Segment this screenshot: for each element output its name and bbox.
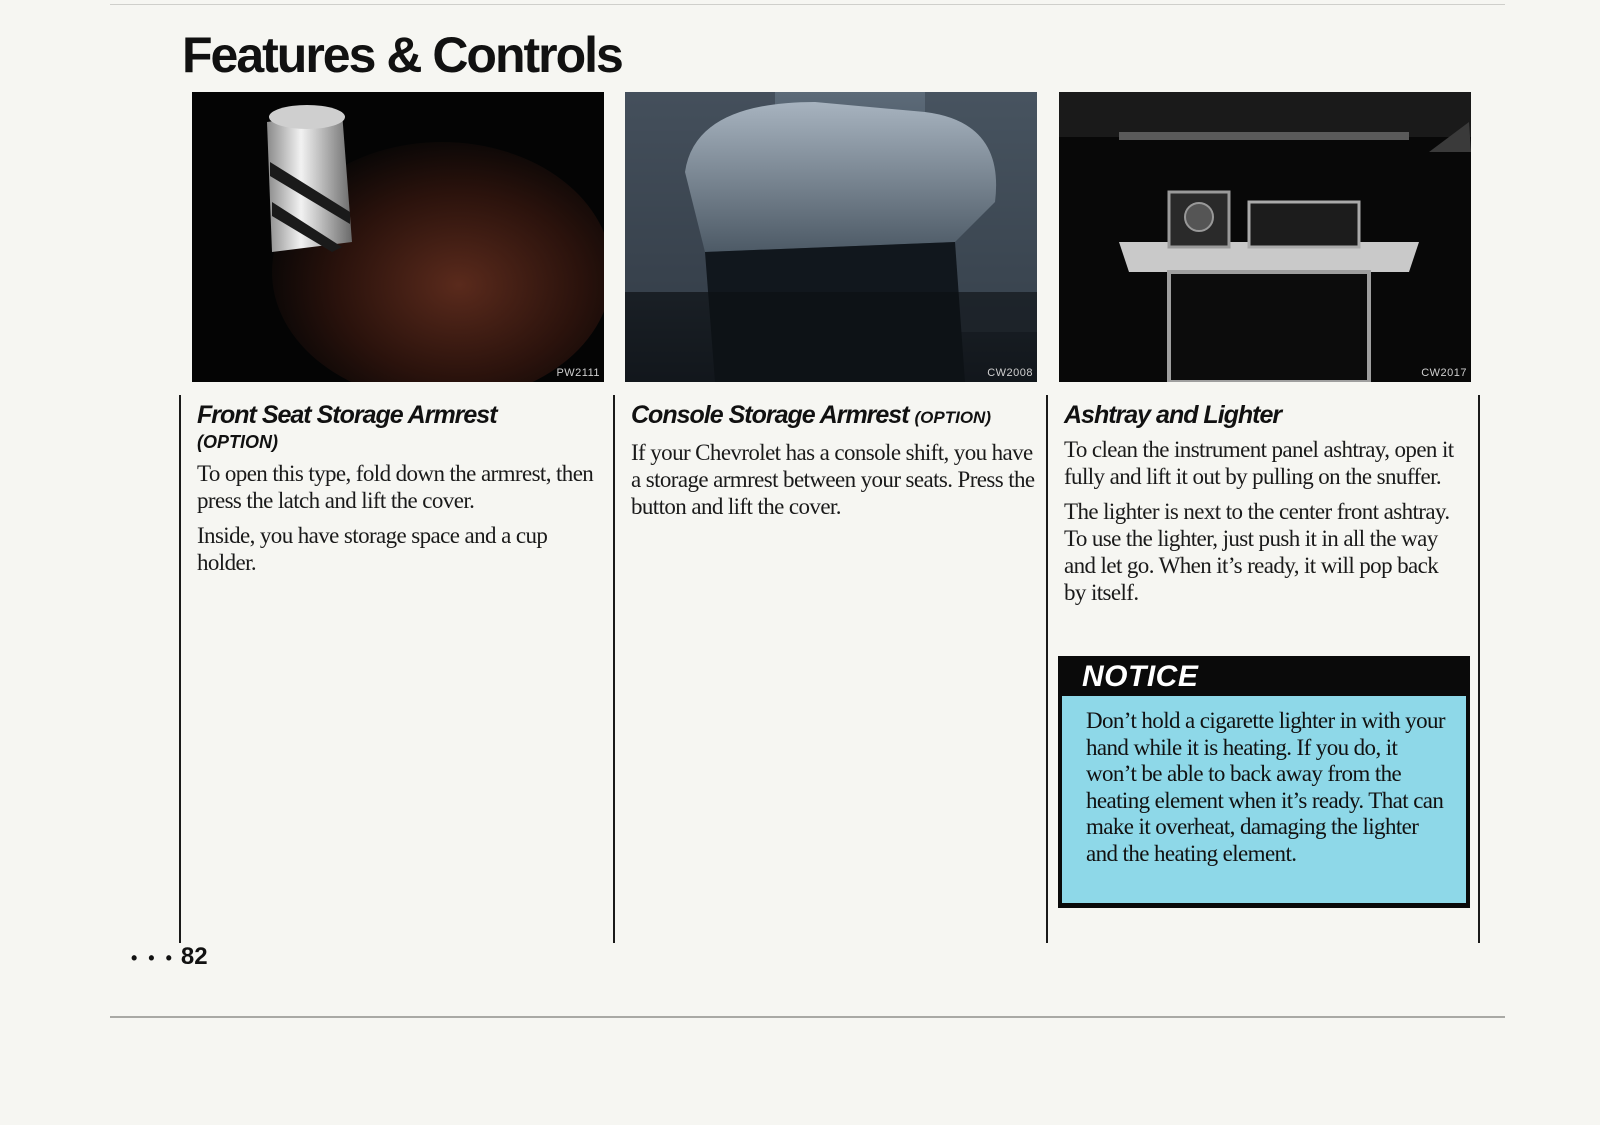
section-paragraph: If your Chevrolet has a console shift, you have a storage armrest between your seats. Press the button and lift the cover.: [631, 440, 1035, 519]
option-label: (OPTION): [197, 432, 278, 452]
cup-holder-illustration: [192, 92, 604, 382]
option-label: (OPTION): [914, 408, 991, 427]
column-divider: [179, 395, 181, 943]
console-armrest-illustration: [625, 92, 1037, 382]
section-console-armrest: [631, 400, 1036, 528]
photo-code: CW2008: [987, 367, 1033, 379]
photo-code: PW2111: [556, 367, 600, 379]
photo-cup-holder: [192, 92, 604, 382]
section-heading: Ashtray and Lighter: [1064, 401, 1282, 429]
page-number: [131, 943, 208, 971]
top-rule: [110, 4, 1505, 5]
section-paragraph: To open this type, fold down the armrest, then press the latch and lift the cover.: [197, 461, 594, 513]
notice-text: Don’t hold a cigarette lighter in with your hand while it is heating. If you do, it won’t be able to back away from the heating element when it’s ready. That can make it overheat, damaging the lighter and the heating element.: [1062, 696, 1466, 903]
notice-heading: NOTICE: [1082, 660, 1199, 693]
page-title: Features & Controls: [182, 27, 622, 83]
section-heading-row: [631, 400, 1036, 433]
section-paragraph: To clean the instrument panel ashtray, open it fully and lift it out by pulling on the snuffer.: [1064, 437, 1454, 489]
section-heading: Front Seat Storage Armrest: [197, 401, 497, 429]
bottom-rule: [110, 1016, 1505, 1018]
ashtray-illustration: [1059, 92, 1471, 382]
section-ashtray-lighter: [1064, 400, 1464, 614]
page-number-value: 82: [180, 943, 208, 970]
column-divider: [1478, 395, 1480, 943]
photo-code: CW2017: [1421, 367, 1467, 379]
page-dots: • • •: [131, 948, 175, 968]
photo-ashtray-lighter: [1059, 92, 1471, 382]
notice-box: [1058, 656, 1470, 908]
section-paragraph: Inside, you have storage space and a cup holder.: [197, 523, 548, 575]
section-paragraph: The lighter is next to the center front ashtray. To use the lighter, just push it in all the way and let go. When it’s ready, it will pop back by itself.: [1064, 499, 1450, 605]
column-divider: [613, 395, 615, 943]
photo-console-armrest: [625, 92, 1037, 382]
column-divider: [1046, 395, 1048, 943]
section-heading: Console Storage Armrest: [631, 401, 909, 429]
section-front-seat-armrest: [197, 400, 602, 584]
